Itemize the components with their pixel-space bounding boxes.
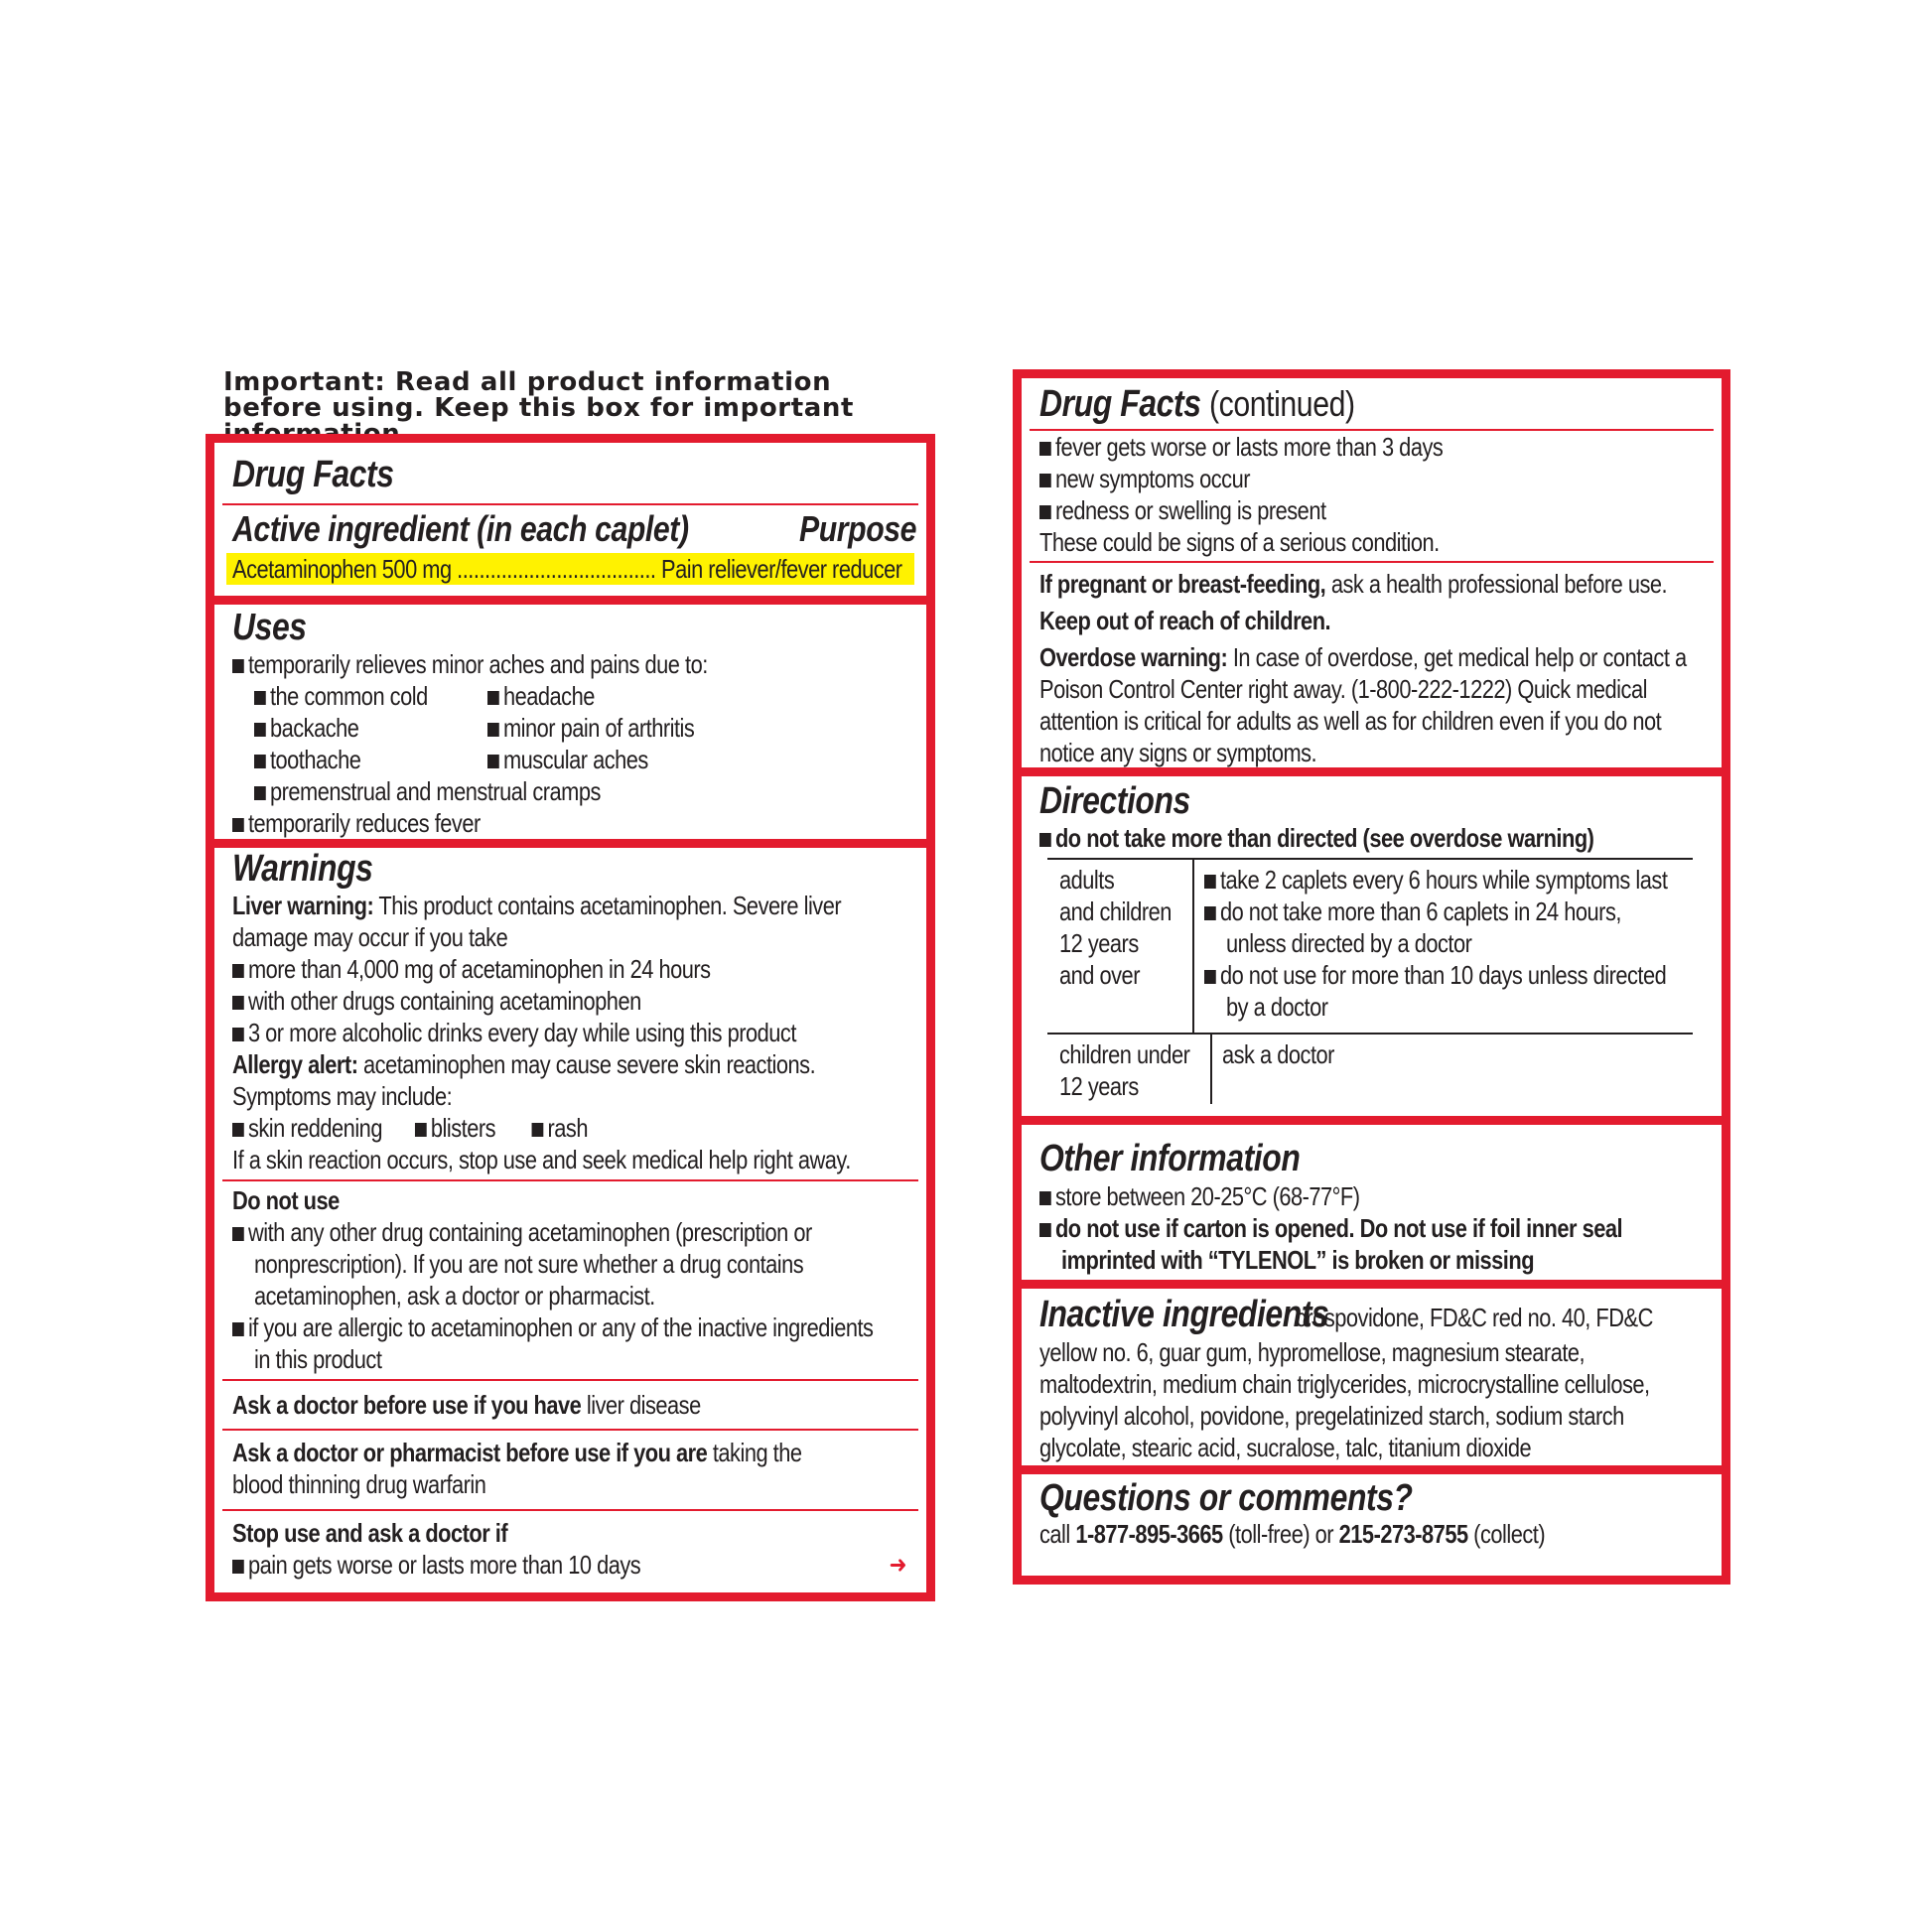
direction-item: take 2 caplets every 6 hours while symptoms last [1220,865,1668,895]
bullet-icon [232,1028,244,1041]
bullet-icon [1039,505,1051,519]
leader-dots: .................................... [457,554,656,584]
continued-label: (continued) [1208,383,1355,424]
directions-title: Directions [1039,780,1190,822]
bullet-icon [1039,474,1051,487]
use-item: the common cold [269,681,428,711]
liver-item: with other drugs containing acetaminophen [247,986,641,1016]
inactive-ingredients-text: crospovidone, FD&C red no. 40, FD&C [1296,1303,1653,1332]
bullet-icon [254,755,266,768]
bullet-icon [1204,970,1216,984]
use-item: temporarily reduces fever [247,808,481,838]
overdose-warning-text: In case of overdose, get medical help or contact a [1232,642,1687,672]
use-item: backache [269,713,359,743]
stop-use-title: Stop use and ask a doctor if [232,1518,508,1548]
warnings-title: Warnings [232,848,373,890]
active-ingredient-name: Acetaminophen 500 mg [232,554,452,584]
symptom-item: rash [547,1113,588,1143]
other-info-item-cont: imprinted with “TYLENOL” is broken or missing [1061,1245,1535,1275]
active-ingredient-header: Active ingredient (in each caplet) [232,508,689,549]
age-label: 12 years [1059,928,1139,958]
directions-row-adults [1047,860,1693,1035]
bullet-icon [232,1322,244,1336]
symptom-item: blisters [430,1113,496,1143]
phone-collect: 215-273-8755 [1338,1519,1468,1549]
bullet-icon [487,723,499,737]
purpose-header: Purpose [799,508,917,549]
inactive-ingredients-text: yellow no. 6, guar gum, hypromellose, magnesium stearate, [1039,1337,1586,1367]
other-information-box [1022,1125,1722,1280]
direction-item-cont: unless directed by a doctor [1226,928,1472,958]
divider [222,1509,918,1511]
questions-title: Questions or comments? [1039,1477,1413,1519]
toll-free-label: (toll-free) or [1228,1519,1334,1549]
age-label: and over [1059,960,1140,990]
collect-label: (collect) [1473,1519,1546,1549]
bullet-icon [487,691,499,705]
divider [222,1429,918,1431]
questions-box [1022,1474,1722,1576]
divider [1030,561,1714,563]
bullet-icon [1039,442,1051,456]
continued-arrow-icon: ➜ [889,1551,906,1579]
direction-item: ask a doctor [1222,1039,1334,1069]
questions-call: call [1039,1519,1070,1549]
keep-out-of-reach: Keep out of reach of children. [1039,606,1331,635]
drug-facts-title: Drug Facts [1039,383,1201,425]
drug-facts-header-box [214,443,926,596]
do-not-use-item-cont: acetaminophen, ask a doctor or pharmacist. [254,1281,655,1311]
warnings-box [214,848,926,1592]
important-notice: Important: Read all product information before using. Keep this box for important [223,367,855,423]
bullet-icon [1039,1223,1051,1237]
ask-pharmacist-text: taking the [712,1438,802,1467]
inactive-ingredients-text: glycolate, stearic acid, sucralose, talc, titanium dioxide [1039,1433,1532,1462]
divider [222,1379,918,1381]
inactive-ingredients-title: Inactive ingredients [1039,1294,1329,1335]
bullet-icon [1039,833,1051,847]
symptom-item: skin reddening [247,1113,382,1143]
direction-item: do not use for more than 10 days unless directed [1220,960,1667,990]
directions-box [1022,776,1722,1116]
allergy-alert-label: Allergy alert: [232,1049,358,1079]
liver-warning-label: Liver warning: [232,891,374,920]
liver-warning-text-2: damage may occur if you take [232,922,508,952]
bullet-icon [232,818,244,832]
bullet-icon [532,1123,544,1137]
age-label: 12 years [1059,1071,1139,1101]
skin-reaction-text: If a skin reaction occurs, stop use and seek medical help right away. [232,1145,851,1174]
directions-table [1047,858,1693,1104]
drug-facts-panel-left [206,434,935,1601]
ask-doctor-text: liver disease [586,1390,701,1420]
liver-item: more than 4,000 mg of acetaminophen in 24 hours [247,954,711,984]
inactive-ingredients-box [1022,1289,1722,1465]
other-info-item: do not use if carton is opened. Do not use if foil inner seal [1054,1213,1623,1243]
ask-doctor-label: Ask a doctor before use if you have [232,1390,582,1420]
bullet-icon [487,755,499,768]
drug-facts-title: Drug Facts [232,454,394,495]
uses-title: Uses [232,607,307,648]
direction-item: do not take more than 6 caplets in 24 hours, [1220,897,1622,926]
phone-toll-free: 1-877-895-3665 [1075,1519,1223,1549]
age-label: and children [1059,897,1172,926]
do-not-use-item: with any other drug containing acetaminophen (prescription or [247,1217,812,1247]
drug-facts-panel-right [1013,369,1730,1585]
age-label: children under [1059,1039,1190,1069]
bullet-icon [232,964,244,978]
do-not-use-item-cont: nonprescription). If you are not sure whether a drug contains [254,1249,804,1279]
other-information-title: Other information [1039,1138,1301,1179]
do-not-use-item-cont: in this product [254,1344,382,1374]
pregnant-text: ask a health professional before use. [1330,569,1668,599]
overdose-warning-label: Overdose warning: [1039,642,1228,672]
liver-item: 3 or more alcoholic drinks every day while using this product [247,1018,796,1047]
use-item: headache [502,681,595,711]
ask-pharmacist-text-2: blood thinning drug warfarin [232,1469,486,1499]
other-info-item: store between 20-25°C (68-77°F) [1054,1181,1360,1211]
bullet-icon [1204,875,1216,889]
do-not-use-item: if you are allergic to acetaminophen or any of the inactive ingredients [247,1312,874,1342]
bullet-icon [232,1560,244,1574]
bullet-icon [1204,906,1216,920]
use-item: premenstrual and menstrual cramps [269,776,601,806]
use-item: minor pain of arthritis [502,713,695,743]
stop-use-item: redness or swelling is present [1054,495,1326,525]
overdose-warning-text-4: notice any signs or symptoms. [1039,738,1317,767]
stop-use-item: new symptoms occur [1054,464,1251,493]
bullet-icon [232,1227,244,1241]
age-label: adults [1059,865,1115,895]
age-group-children [1047,1035,1212,1104]
ask-pharmacist-label: Ask a doctor or pharmacist before use if you are [232,1438,708,1467]
divider [222,1179,918,1181]
directions-main: do not take more than directed (see overdose warning) [1054,823,1594,853]
stop-use-item: pain gets worse or lasts more than 10 days [247,1550,641,1580]
direction-item-cont: by a doctor [1226,992,1328,1022]
uses-intro: temporarily relieves minor aches and pains due to: [247,649,708,679]
allergy-alert-text: acetaminophen may cause severe skin reactions. [363,1049,816,1079]
pregnant-label: If pregnant or breast-feeding, [1039,569,1326,599]
inactive-ingredients-text: polyvinyl alcohol, povidone, pregelatinized starch, sodium starch [1039,1401,1624,1431]
liver-warning-text: This product contains acetaminophen. Severe liver [378,891,842,920]
serious-condition-text: These could be signs of a serious condition. [1039,527,1440,557]
bullet-icon [254,786,266,800]
do-not-use-title: Do not use [232,1185,340,1215]
active-ingredient-purpose: Pain reliever/fever reducer [661,554,902,584]
bullet-icon [1039,1191,1051,1205]
bullet-icon [415,1123,427,1137]
use-item: toothache [269,745,361,774]
stop-use-item: fever gets worse or lasts more than 3 days [1054,432,1444,462]
use-item: muscular aches [502,745,648,774]
bullet-icon [232,1123,244,1137]
inactive-ingredients-text: maltodextrin, medium chain triglycerides, microcrystalline cellulose, [1039,1369,1650,1399]
bullet-icon [232,659,244,673]
symptoms-intro: Symptoms may include: [232,1081,453,1111]
bullet-icon [254,691,266,705]
bullet-icon [254,723,266,737]
overdose-warning-text-2: Poison Control Center right away. (1-800-222-1222) Quick medical [1039,674,1647,704]
uses-box [214,605,926,839]
active-ingredient-row [226,553,914,585]
overdose-warning-text-3: attention is critical for adults as well as for children even if you do not [1039,706,1662,736]
directions-row-children [1047,1035,1693,1104]
age-group-adults [1047,860,1194,1033]
continued-box [1022,378,1722,767]
bullet-icon [232,996,244,1010]
